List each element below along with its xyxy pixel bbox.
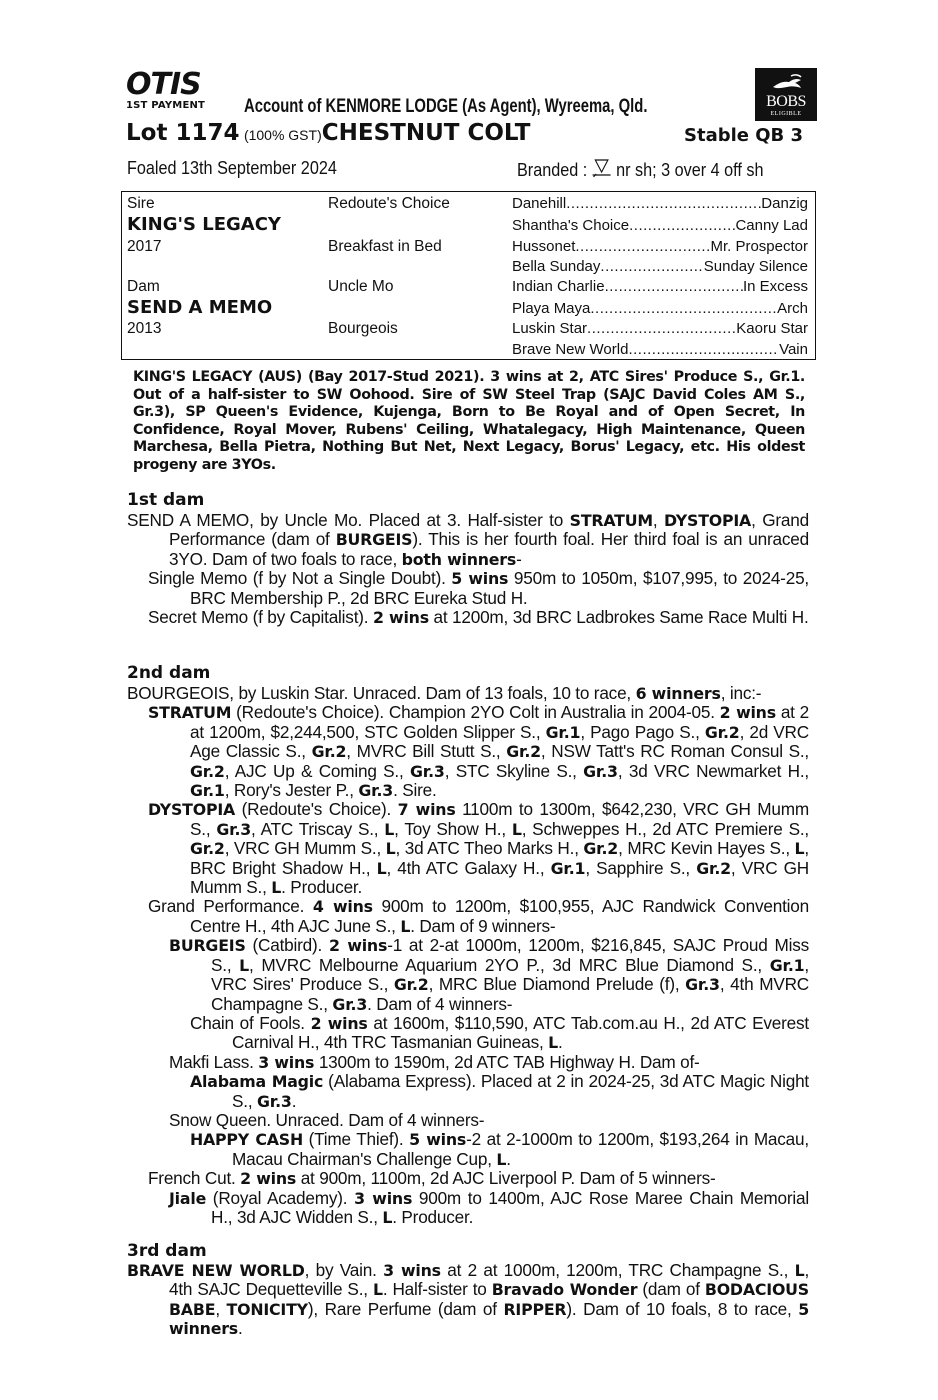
second-dam-text: BOURGEOIS, by Luskin Star. Unraced. Dam of 13 foals, 10 to race, 6 winners, inc:- STRATUM (Redoute's Choice). Champion 2YO Colt in Australia in 2004-05. 2 wins at 2 at 1200m, $2,244,500, STC Golden Slipper S., Gr.1, Pago Pago S., Gr.2, 2d VRC Age Classic S., Gr.2, MVRC Bill Stutt S., Gr.2, NSW Tatt's RC Roman Consul S., Gr.2, AJC Up & Coming S., Gr.3, STC Skyline S., Gr.3, 3d VRC Newmarket H., Gr.1, Rory's Jester P., Gr.3. Sire. DYSTOPIA (Redoute's Choice). 7 wins 1100m to 1300m, $642,230, VRC GH Mumm S., Gr.3, ATC Triscay S., L, Toy Show H., L, Schweppes H., 2d ATC Premiere S., Gr.2, VRC GH Mumm S., L, 3d ATC Theo Marks H., Gr.2, MRC Kevin Hayes S., L, BRC Bright Shadow H., L, 4th ATC Galaxy H., Gr.1, Sapphire S., Gr.2, VRC GH Mumm S., L. Producer. Grand Performance. 4 wins 900m to 1200m, $100,955, AJC Randwick Convention Centre H., 4th AJC June S., L. Dam of 9 winners- BURGEIS (Catbird). 2 wins-1 at 2-at 1000m, 1200m, $216,845, SAJC Proud Miss S., L, MVRC Melbourne Aquarium 2YO P., 3d MRC Blue Diamond S., Gr.1, VRC Sires' Produce S., Gr.2, MRC Blue Diamond Prelude (f), Gr.3, 4th MVRC Champagne S., Gr.3. Dam of 4 winners- Chain of Fools. 2 wins at 1600m, $110,590, ATC Tab.com.au H., 2d ATC Everest Carnival H., 4th TRC Tasmanian Guineas, L. Makfi Lass. 3 wins 1300m to 1590m, 2d ATC TAB Highway H. Dam of- Alabama Magic (Alabama Express). Placed at 2 in 2024-25, 3d ATC Magic Night S., Gr.3. Snow Queen. Unraced. Dam of 4 winners- HAPPY CASH (Time Thief). 5 wins-2 at 2-1000m to 1200m, $193,264 in Macau, Macau Chairman's Challenge Cup, L. French Cut. 2 wins at 900m, 1100m, 2d AJC Liverpool P. Dam of 5 winners- Jiale (Royal Academy). 3 wins 900m to 1400m, AJC Rose Maree Chain Memorial H., 3d AJC Widden S., L. Producer. — [127, 683, 810, 1227]
section-heading-2nd-dam: 2nd dam — [127, 663, 211, 683]
sire-year: 2017 — [127, 238, 162, 255]
foaled-date: Foaled 13th September 2024 — [127, 158, 337, 178]
dam-dam: Bourgeois — [328, 320, 398, 337]
brand-info: Branded : nr sh; 3 over 4 off sh — [517, 160, 764, 180]
gen3-row: Brave New World ..... Vain — [512, 341, 808, 358]
dam-name: SEND A MEMO — [127, 297, 273, 318]
dam-year: 2013 — [127, 320, 162, 337]
gen3-row: Hussonet ..... Mr. Prospector — [512, 238, 808, 255]
dam-label: Dam — [127, 278, 160, 295]
horse-icon — [771, 73, 803, 93]
sire-dam: Breakfast in Bed — [328, 238, 442, 255]
sire-name: KING'S LEGACY — [127, 214, 281, 235]
gen3-row: Bella Sunday ..... Sunday Silence — [512, 258, 808, 275]
lot-number: Lot 1174 — [126, 120, 240, 146]
dam-sire: Uncle Mo — [328, 278, 394, 295]
sire-sire: Redoute's Choice — [328, 195, 450, 212]
sire-summary: KING'S LEGACY (AUS) (Bay 2017-Stud 2021). 3 wins at 2, ATC Sires' Produce S., Gr.1. Out of a half-sister to SW Oohood. Sire of SW Steel Trap (SAJC David Coles AM S., Gr.3), SP Queen's Evidence, Kujenga, Born to Be Royal and of Open Secret, In Confidence, Royal Mover, Rubens' Ceiling, Whatalegacy, High Maintenance, Queen Marchesa, Bella Pietra, Nothing But Net, Next Legacy, Borus' Legacy, etc. His oldest progeny are 3YOs. — [133, 369, 805, 473]
vendor-account: Account of KENMORE LODGE (As Agent), Wyreema, Qld. — [244, 96, 648, 117]
third-dam-text: BRAVE NEW WORLD, by Vain. 3 wins at 2 at 1000m, 1200m, TRC Champagne S., L, 4th SAJC Dequetteville S., L. Half-sister to Bravado Wonder (dam of BODACIOUS BABE, TONICITY), Rare Perfume (dam of RIPPER). Dam of 10 foals, 8 to race, 5 winners. — [127, 1260, 810, 1339]
gen3-row: Danehill ..... Danzig — [512, 195, 808, 212]
lot-line — [126, 120, 530, 146]
gen3-row: Indian Charlie ..... In Excess — [512, 278, 808, 295]
stable-location: Stable QB 3 — [684, 125, 804, 146]
otis-logo: OTIS 1ST PAYMENT — [126, 67, 206, 111]
bobs-eligible-logo: BOBS ELIGIBLE — [755, 68, 817, 121]
pedigree-table — [121, 191, 816, 360]
brand-mark-icon — [592, 158, 612, 178]
horse-description: CHESTNUT COLT — [321, 120, 531, 146]
gst-note: (100% GST) — [243, 127, 322, 143]
section-heading-1st-dam: 1st dam — [127, 490, 205, 510]
gen3-row: Shantha's Choice ..... Canny Lad — [512, 217, 808, 234]
sire-label: Sire — [127, 195, 155, 212]
gen3-row: Luskin Star ..... Kaoru Star — [512, 320, 808, 337]
first-dam-text: SEND A MEMO, by Uncle Mo. Placed at 3. Half-sister to STRATUM, DYSTOPIA, Grand Performance (dam of BURGEIS). This is her fourth foal. Her third foal is an unraced 3YO. Dam of two foals to race, both winners- Single Memo (f by Not a Single Doubt). 5 wins 950m to 1050m, $107,995, to 2024-25, BRC Membership P., 2d BRC Eureka Stud H. Secret Memo (f by Capitalist). 2 wins at 1200m, 3d BRC Ladbrokes Same Race Multi H. — [127, 510, 810, 628]
gen3-row: Playa Maya ..... Arch — [512, 300, 808, 317]
section-heading-3rd-dam: 3rd dam — [127, 1241, 207, 1261]
